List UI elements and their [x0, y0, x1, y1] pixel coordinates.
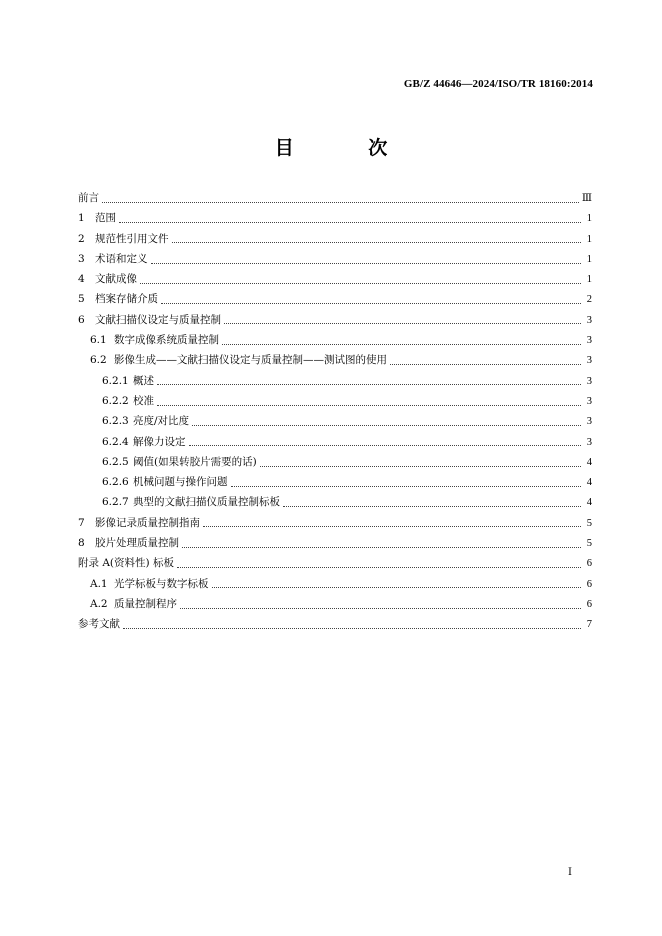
dot-leader [151, 263, 582, 264]
toc-entry-number: 1 [78, 212, 85, 225]
toc-entry-title: 数字成像系统质量控制 [114, 334, 219, 347]
toc-entry-page: 4 [586, 497, 592, 509]
dot-leader [161, 303, 581, 304]
dot-leader [189, 445, 582, 446]
toc-entry-number: 3 [78, 252, 85, 265]
toc-entry-title: 术语和定义 [95, 252, 148, 265]
toc-entry[interactable] [78, 515, 592, 535]
toc-entry-page: 7 [586, 619, 592, 631]
toc-entry[interactable] [78, 413, 592, 433]
dot-leader [177, 567, 581, 568]
standard-code: GB/Z 44646—2024/ISO/TR 18160:2014 [403, 78, 593, 90]
dot-leader [102, 202, 579, 203]
dot-leader [192, 425, 581, 426]
toc-entry-number: 6.2.6 [102, 476, 129, 489]
toc-entry-title: 文献扫描仪设定与质量控制 [95, 313, 221, 326]
dot-leader [123, 628, 581, 629]
toc-entry[interactable] [78, 616, 592, 636]
toc-entry[interactable] [78, 271, 592, 291]
toc-entry-number: 2 [78, 232, 85, 245]
toc-entry-title: 参考文献 [78, 618, 120, 631]
toc-title: 目 次 [274, 137, 422, 159]
toc-entry-page: 2 [586, 294, 592, 306]
toc-entry[interactable] [78, 494, 592, 514]
toc-entry[interactable] [78, 535, 592, 555]
toc-entry-page: 3 [586, 375, 592, 387]
toc-entry-page: 1 [586, 233, 592, 245]
dot-leader [231, 486, 582, 487]
toc-entry-page: 3 [586, 436, 592, 448]
toc-entry-number: 6.2.3 [102, 415, 129, 428]
toc-entry-title: 档案存储介质 [95, 293, 158, 306]
toc-entry-number: 4 [78, 273, 85, 286]
dot-leader [157, 405, 581, 406]
toc-entry-number: 6.2.4 [102, 435, 129, 448]
toc-entry-page: 6 [586, 578, 592, 590]
toc-entry-page: Ⅲ [581, 193, 592, 204]
dot-leader [119, 222, 581, 223]
toc-entry-number: 6.1 [90, 334, 107, 347]
toc-entry-number: 6 [78, 313, 85, 326]
toc-entry[interactable] [78, 474, 592, 494]
toc-entry-page: 3 [586, 314, 592, 326]
toc-entry-number: 5 [78, 293, 85, 306]
dot-leader [172, 242, 582, 243]
toc-entry-title: 校准 [133, 394, 154, 407]
toc-entry[interactable] [78, 291, 592, 311]
toc-entry-page: 3 [586, 355, 592, 367]
dot-leader [180, 608, 581, 609]
dot-leader [203, 526, 581, 527]
dot-leader [182, 547, 581, 548]
toc-entry-title: 附录 A(资料性) 标板 [78, 557, 174, 570]
toc-entry-page: 3 [586, 416, 592, 428]
toc-entry-number: 6.2.1 [102, 374, 129, 387]
toc-entry-title: 质量控制程序 [114, 597, 177, 610]
dot-leader [222, 344, 581, 345]
toc-entry-title: 阈值(如果转胶片需要的话) [133, 455, 257, 468]
toc-entry[interactable] [78, 576, 592, 596]
dot-leader [212, 587, 582, 588]
toc-entry-title: 概述 [133, 374, 154, 387]
toc-entry[interactable] [78, 555, 592, 575]
toc-entry-page: 4 [586, 477, 592, 489]
toc-entry[interactable] [78, 373, 592, 393]
dot-leader [283, 506, 581, 507]
toc-entry-page: 5 [586, 538, 592, 550]
toc-entry[interactable] [78, 231, 592, 251]
table-of-contents [78, 190, 592, 637]
toc-entry-number: A.1 [90, 577, 108, 590]
toc-entry-number: 6.2.2 [102, 394, 129, 407]
toc-entry-page: 3 [586, 395, 592, 407]
toc-entry-title: 典型的文献扫描仪质量控制标板 [133, 496, 280, 509]
page-number: I [568, 867, 572, 878]
toc-entry[interactable] [78, 190, 592, 210]
toc-entry[interactable] [78, 454, 592, 474]
toc-entry-title: 胶片处理质量控制 [95, 537, 179, 550]
toc-entry[interactable] [78, 434, 592, 454]
toc-entry-number: 6.2.7 [102, 496, 129, 509]
toc-entry-title: 规范性引用文件 [95, 232, 169, 245]
dot-leader [260, 466, 581, 467]
toc-entry-page: 6 [586, 598, 592, 610]
toc-entry-title: 光学标板与数字标板 [114, 577, 209, 590]
toc-entry[interactable] [78, 312, 592, 332]
toc-entry[interactable] [78, 332, 592, 352]
toc-entry-number: 7 [78, 516, 85, 529]
toc-entry-title: 亮度/对比度 [133, 415, 190, 428]
toc-entry-page: 1 [586, 274, 592, 286]
toc-entry-title: 影像记录质量控制指南 [95, 516, 200, 529]
toc-entry-page: 1 [586, 213, 592, 225]
toc-entry-number: 6.2.5 [102, 455, 129, 468]
toc-entry-title: 范围 [95, 212, 116, 225]
toc-entry-title: 文献成像 [95, 273, 137, 286]
toc-entry-title: 机械问题与操作问题 [133, 476, 228, 489]
toc-entry-page: 6 [586, 558, 592, 570]
toc-entry-page: 5 [586, 517, 592, 529]
toc-entry[interactable] [78, 352, 592, 372]
dot-leader [140, 283, 581, 284]
dot-leader [157, 384, 581, 385]
toc-entry[interactable] [78, 251, 592, 271]
toc-entry-title: 前言 [78, 192, 99, 204]
toc-entry-title: 解像力设定 [133, 435, 186, 448]
toc-entry-number: 6.2 [90, 354, 107, 367]
toc-entry-page: 1 [586, 253, 592, 265]
dot-leader [224, 323, 581, 324]
toc-entry[interactable] [78, 210, 592, 230]
toc-entry[interactable] [78, 393, 592, 413]
toc-entry-page: 4 [586, 456, 592, 468]
toc-entry-page: 3 [586, 335, 592, 347]
toc-entry-number: 8 [78, 537, 85, 550]
toc-entry-title: 影像生成——文献扫描仪设定与质量控制——测试图的使用 [114, 354, 387, 367]
toc-entry[interactable] [78, 596, 592, 616]
dot-leader [390, 364, 581, 365]
toc-entry-number: A.2 [90, 597, 108, 610]
